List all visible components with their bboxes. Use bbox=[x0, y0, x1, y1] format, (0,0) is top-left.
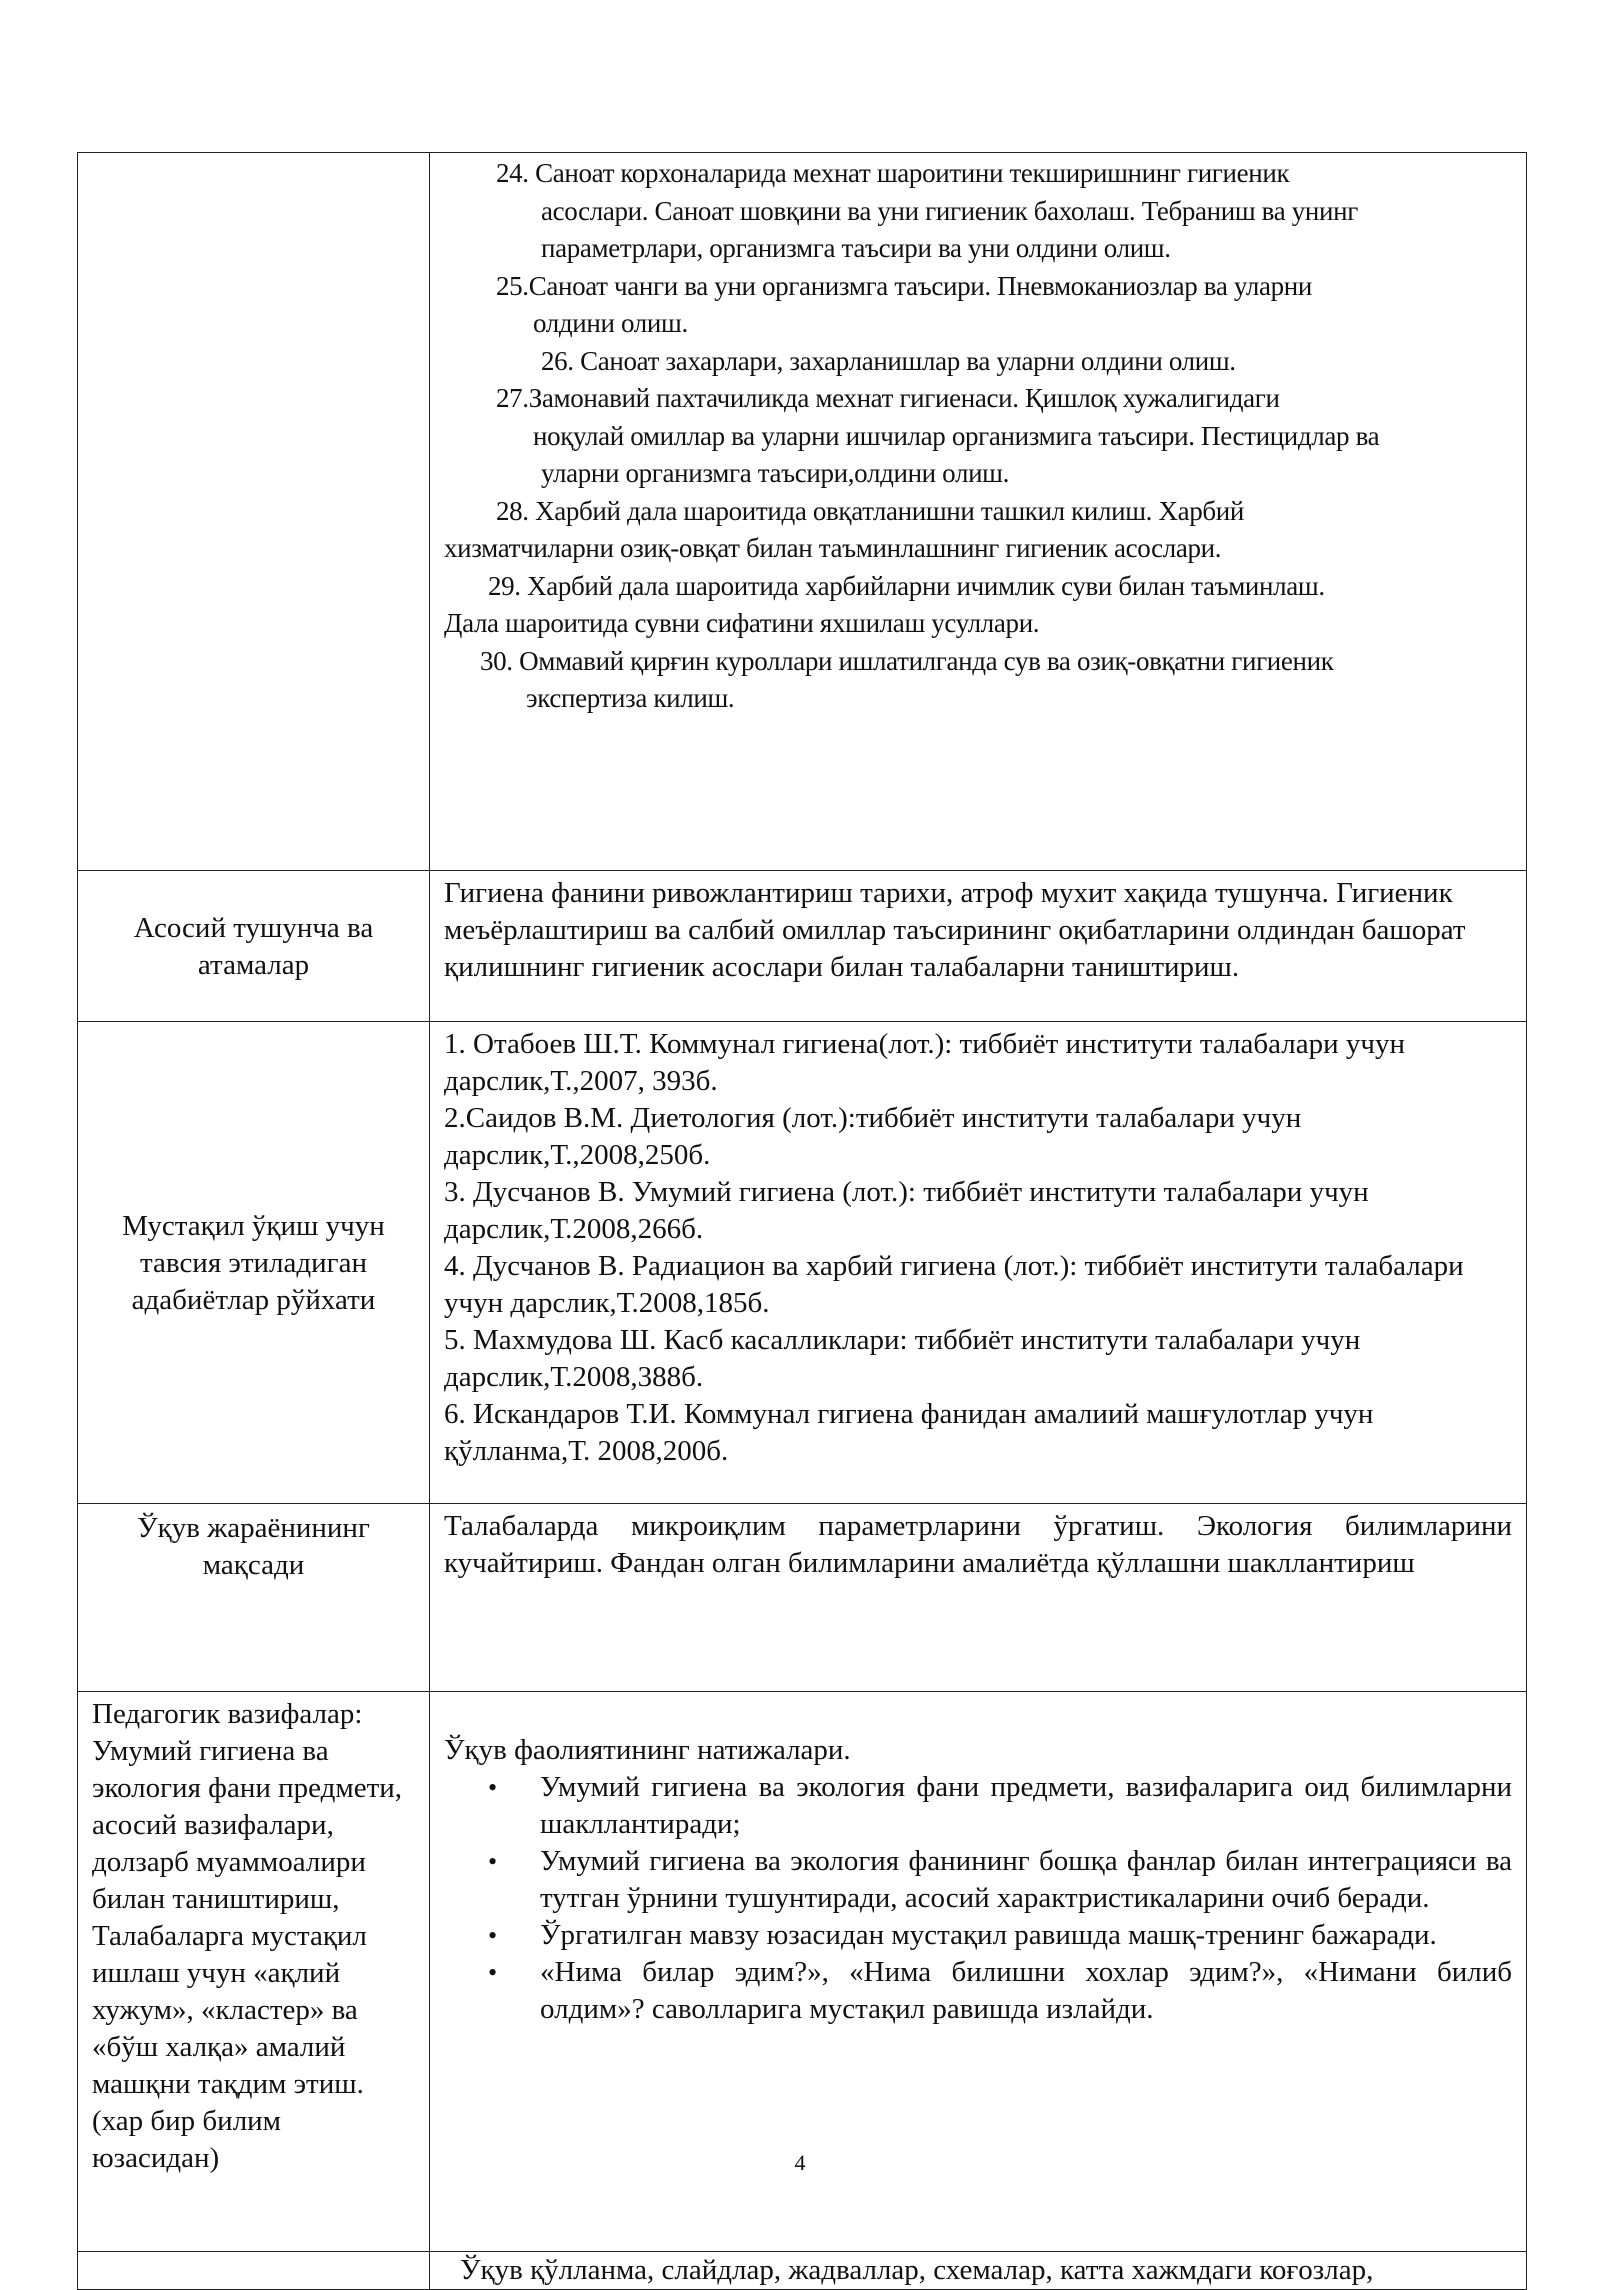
results-item: • «Нима билар эдим?», «Нима билишни хохлар эдим?», «Нимани билиб олдим»? саволларига мустақил равишда излайди. bbox=[488, 1956, 1512, 2025]
bullet-icon: • bbox=[488, 1921, 498, 1950]
syllabus-table bbox=[77, 152, 1527, 2290]
results-item: • Умумий гигиена ва экология фанининг бошқа фанлар билан интеграцияси ва тутган ўрнини тушунтиради, асосий характристикаларини очиб беради. bbox=[488, 1845, 1512, 1914]
results-item: • Ўргатилган мавзу юзасидан мустақил равишда машқ-тренинг бажаради. bbox=[444, 1917, 1512, 1954]
goal-row bbox=[78, 1504, 1527, 1692]
topics-row bbox=[78, 153, 1527, 871]
topic-line: 30. Оммавий қирғин куроллари ишлатилганда сув ва озиқ-овқатни гигиеник bbox=[480, 645, 1334, 676]
concepts-row bbox=[78, 871, 1527, 1022]
topic-line: 29. Харбий дала шароитида харбийларни ичимлик суви билан таъминлаш. bbox=[488, 570, 1325, 601]
topics-label-cell bbox=[78, 153, 430, 871]
materials-label-cell bbox=[78, 2252, 430, 2290]
goal-label: Ўқув жараёнининг мақсади bbox=[78, 1504, 430, 1692]
topic-line: 26. Саноат захарлари, захарланишлар ва уларни олдини олиш. bbox=[541, 345, 1236, 376]
results-list bbox=[444, 1769, 1512, 2028]
topic-line: олдини олиш. bbox=[533, 308, 688, 338]
bullet-icon: • bbox=[488, 1958, 498, 1987]
literature-row bbox=[78, 1022, 1527, 1504]
materials-text: Ўқув қўлланма, слайдлар, жадваллар, схемалар, катта хажмдаги коғозлар, bbox=[430, 2252, 1527, 2290]
literature-item: 6. Искандаров Т.И. Коммунал гигиена фанидан амалиий машғулотлар учун қўлланма,Т. 2008,200б. bbox=[444, 1398, 1374, 1467]
literature-item: 5. Махмудова Ш. Касб касалликлари: тиббиёт институти талабалари учун дарслик,Т.2008,388б. bbox=[444, 1324, 1361, 1393]
topic-line: 28. Харбий дала шароитида овқатланишни ташкил килиш. Харбий bbox=[496, 495, 1244, 526]
literature-item: 2.Саидов В.М. Диетология (лот.):тиббиёт институти талабалари учун дарслик,Т.,2008,250б. bbox=[444, 1102, 1302, 1171]
topic-line: 24. Саноат корхоналарида мехнат шароитини текширишнинг гигиеник bbox=[496, 158, 1290, 188]
topic-line: ноқулай омиллар ва уларни ишчилар организмига таъсири. Пестицидлар ва bbox=[533, 420, 1380, 451]
goal-text: Талабаларда микроиқлим параметрларини ўргатиш. Экология билимларини кучайтириш. Фандан олган билимларини амалиётда қўллашни шакллантириш bbox=[430, 1504, 1527, 1692]
literature-label: Мустақил ўқиш учун тавсия этиладиган адабиётлар рўйхати bbox=[78, 1022, 430, 1504]
literature-item: 1. Отабоев Ш.Т. Коммунал гигиена(лот.): тиббиёт институти талабалари учун дарслик,Т.,2007, 393б. bbox=[444, 1028, 1405, 1097]
topic-line: 25.Саноат чанги ва уни организмга таъсири. Пневмоканиозлар ва уларни bbox=[496, 270, 1312, 301]
topic-line: уларни организмга таъсири,олдини олиш. bbox=[541, 458, 1010, 488]
results-item: • Умумий гигиена ва экология фани предмети, вазифаларига оид билимларни шакллантиради; bbox=[488, 1771, 1512, 1840]
bullet-icon: • bbox=[488, 1847, 498, 1876]
topic-line: асослари. Саноат шовқини ва уни гигиеник бахолаш. Тебраниш ва унинг bbox=[541, 195, 1358, 226]
topics-cell bbox=[430, 153, 1527, 871]
topics-list bbox=[444, 155, 1512, 718]
topic-line: 27.Замонавий пахтачиликда мехнат гигиенаси. Қишлоқ хужалигидаги bbox=[496, 383, 1280, 413]
page-number: 4 bbox=[794, 2150, 806, 2175]
topic-line: Дала шароитида сувни сифатини яхшилаш усуллари. bbox=[444, 608, 1040, 638]
results-title: Ўқув фаолиятининг натижалари. bbox=[444, 1734, 851, 1766]
materials-row bbox=[78, 2252, 1527, 2290]
literature-item: 3. Дусчанов В. Умумий гигиена (лот.): тиббиёт институти талабалари учун дарслик,Т.2008,266б. bbox=[444, 1176, 1369, 1245]
tasks-label: Педагогик вазифалар: Умумий гигиена ва экология фани предмети, асосий вазифалари, долзарб муаммоалири билан таништириш, Талабаларга мустақил ишлаш учун «ақлий хужум», «кластер» ва «бўш халқа» амалий машқни тақдим этиш. (хар бир билим юзасидан) bbox=[78, 1692, 430, 2252]
topic-line: хизматчиларни озиқ-овқат билан таъминлашнинг гигиеник асослари. bbox=[444, 533, 1222, 563]
literature-list bbox=[430, 1022, 1527, 1504]
concepts-text: Гигиена фанини ривожлантириш тарихи, атроф мухит хақида тушунча. Гигиеник меъёрлаштириш ва салбий омиллар таъсирининг оқибатларини олдиндан башорат қилишнинг гигиеник асослари билан талабаларни таништириш. bbox=[430, 871, 1527, 1022]
literature-item: 4. Дусчанов В. Радиацион ва харбий гигиена (лот.): тиббиёт институти талабалари учун дарслик,Т.2008,185б. bbox=[444, 1250, 1464, 1319]
bullet-icon: • bbox=[488, 1773, 498, 1802]
concepts-label: Асосий тушунча ва атамалар bbox=[78, 871, 430, 1022]
topic-line: параметрлари, организмга таъсири ва уни олдини олиш. bbox=[541, 233, 1171, 263]
topic-line: экспертиза килиш. bbox=[526, 683, 735, 713]
